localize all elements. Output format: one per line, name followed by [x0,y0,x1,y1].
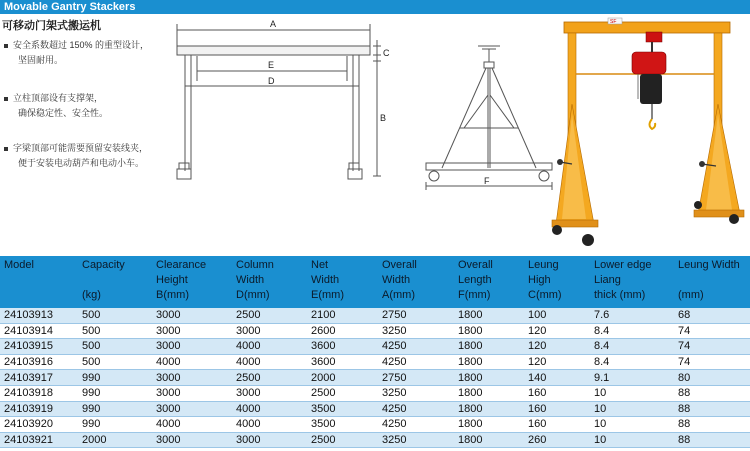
table-cell: 2500 [232,370,307,386]
table-cell: 100 [524,308,590,323]
table-cell: 24103917 [0,370,78,386]
column-header [78,256,152,308]
column-header-line [678,273,750,288]
feature-bullet [4,38,179,68]
table-cell: 24103915 [0,339,78,355]
table-cell: 140 [524,370,590,386]
bullet-text: 立柱顶部设有支撑架， [13,93,104,103]
table-cell: 990 [78,401,152,417]
column-header-line: C(mm) [528,289,562,301]
table-row [0,354,750,370]
column-header-line: Width [311,274,340,286]
column-header-line: D(mm) [236,289,270,301]
side-view-diagram [420,40,555,195]
table-cell: 2000 [307,370,378,386]
dimension-label-b: B [380,113,387,123]
column-header [378,256,454,308]
dimension-label-f: F [484,176,490,186]
page-title: Movable Gantry Stackers [4,1,136,13]
table-cell: 500 [78,339,152,355]
bullet-text: 字梁顶部可能需要预留安装线夹， [13,143,149,153]
column-header [152,256,232,308]
column-header-line: Width [382,274,411,286]
table-cell: 3500 [307,417,378,433]
table-cell: 2500 [307,385,378,401]
table-cell: 160 [524,417,590,433]
table-cell: 990 [78,370,152,386]
table-cell: 2500 [307,432,378,448]
column-header [454,256,524,308]
table-cell: 3000 [152,323,232,339]
table-row [0,323,750,339]
feature-bullet [4,91,179,121]
column-header-line: Overall [458,259,493,271]
column-header-line: Capacity [82,259,125,271]
table-cell: 3250 [378,432,454,448]
bullet-square-icon [4,147,8,151]
table-cell: 88 [674,417,750,433]
table-cell: 24103920 [0,417,78,433]
table-cell: 1800 [454,354,524,370]
table-cell: 990 [78,385,152,401]
dimension-label-a: A [270,19,277,29]
bullet-square-icon [4,97,8,101]
front-view-diagram [165,16,395,194]
bullet-text: 确保稳定性、安全性。 [18,108,109,118]
table-cell: 4000 [232,417,307,433]
table-cell: 3500 [307,401,378,417]
column-header-line: Height [156,274,188,286]
table-cell: 3000 [232,432,307,448]
table-cell: 160 [524,385,590,401]
table-cell: 3000 [152,401,232,417]
table-cell: 2500 [232,308,307,323]
column-header-line: Clearance [156,259,207,271]
column-header [307,256,378,308]
table-cell: 8.4 [590,323,674,339]
column-header-line: Column [236,259,274,271]
table-row [0,308,750,323]
table-cell: 3000 [232,323,307,339]
table-cell: 4250 [378,417,454,433]
table-cell: 24103918 [0,385,78,401]
table-cell: 88 [674,432,750,448]
table-cell: 3000 [152,370,232,386]
table-cell: 260 [524,432,590,448]
table-cell: 88 [674,401,750,417]
column-header-line: High [528,274,551,286]
table-cell: 24103914 [0,323,78,339]
column-header-line: B(mm) [156,289,189,301]
table-cell: 24103913 [0,308,78,323]
table-cell: 74 [674,354,750,370]
table-cell: 1800 [454,432,524,448]
table-cell: 2750 [378,308,454,323]
dimension-label-d: D [268,76,275,86]
table-cell: 3000 [152,432,232,448]
title-bar [0,0,750,14]
table-cell: 10 [590,385,674,401]
table-cell: 10 [590,417,674,433]
table-cell: 4250 [378,401,454,417]
table-cell: 3000 [152,308,232,323]
column-header-line: A(mm) [382,289,415,301]
table-cell: 74 [674,323,750,339]
table-cell: 160 [524,401,590,417]
table-cell: 1800 [454,417,524,433]
column-header-line: Liang [594,274,621,286]
column-header-line: Leung [528,259,559,271]
column-header-line: Lower edge [594,259,652,271]
column-header [524,256,590,308]
table-cell: 8.4 [590,354,674,370]
column-header-line: (kg) [82,289,101,301]
specification-table [0,256,750,448]
table-cell: 3000 [152,385,232,401]
table-cell: 4000 [232,339,307,355]
table-row [0,417,750,433]
column-header-line: Leung Width [678,259,740,271]
table-cell: 990 [78,417,152,433]
column-header-line: F(mm) [458,289,491,301]
table-cell: 3000 [232,385,307,401]
table-cell: 4000 [232,354,307,370]
table-row [0,385,750,401]
table-header-row [0,256,750,308]
table-cell: 120 [524,339,590,355]
bullet-text: 便于安装电动葫芦和电动小车。 [18,158,145,168]
column-header [674,256,750,308]
table-cell: 10 [590,432,674,448]
table-cell: 24103921 [0,432,78,448]
table-cell: 24103919 [0,401,78,417]
table-cell: 500 [78,323,152,339]
table-cell: 3250 [378,323,454,339]
table-cell: 3000 [152,339,232,355]
column-header [0,256,78,308]
table-cell: 68 [674,308,750,323]
column-header-line [4,288,78,303]
table-cell: 4250 [378,354,454,370]
table-cell: 7.6 [590,308,674,323]
table-cell: 3250 [378,385,454,401]
column-header-line: Model [4,259,34,271]
column-header-line: E(mm) [311,289,344,301]
table-cell: 10 [590,401,674,417]
table-cell: 74 [674,339,750,355]
table-cell: 1800 [454,370,524,386]
dimension-label-c: C [383,48,390,58]
table-cell: 1800 [454,339,524,355]
table-cell: 500 [78,354,152,370]
gantry-crane-photo [548,14,750,250]
bullet-text: 安全系数超过 150% 的重型设计， [13,40,150,50]
column-header-line: Width [236,274,265,286]
table-cell: 4000 [152,354,232,370]
feature-bullet [4,141,179,171]
table-cell: 2600 [307,323,378,339]
table-cell: 120 [524,354,590,370]
table-cell: 120 [524,323,590,339]
table-cell: 2750 [378,370,454,386]
bullet-square-icon [4,44,8,48]
table-cell: 2000 [78,432,152,448]
table-cell: 1800 [454,385,524,401]
table-row [0,432,750,448]
column-header [232,256,307,308]
dimension-label-e: E [268,60,275,70]
table-cell: 1800 [454,323,524,339]
table-cell: 8.4 [590,339,674,355]
column-header [590,256,674,308]
table-cell: 2100 [307,308,378,323]
table-cell: 4000 [152,417,232,433]
table-cell: 500 [78,308,152,323]
table-cell: 3600 [307,354,378,370]
table-cell: 4000 [232,401,307,417]
column-header-line: thick (mm) [594,289,646,301]
table-cell: 80 [674,370,750,386]
column-header-line: Length [458,274,492,286]
table-row [0,370,750,386]
column-header-line [82,273,152,288]
table-row [0,339,750,355]
bullet-text: 坚固耐用。 [18,55,64,65]
column-header-line: Net [311,259,329,271]
column-header-line: Overall [382,259,417,271]
crane-sign-text: SF [610,19,617,25]
table-cell: 1800 [454,308,524,323]
table-body [0,308,750,448]
table-cell: 4250 [378,339,454,355]
table-cell: 24103916 [0,354,78,370]
table-cell: 1800 [454,401,524,417]
table-cell: 88 [674,385,750,401]
table-cell: 9.1 [590,370,674,386]
column-header-line [4,273,78,288]
subtitle: 可移动门架式搬运机 [2,20,101,32]
table-cell: 3600 [307,339,378,355]
column-header-line: (mm) [678,289,704,301]
table-row [0,401,750,417]
